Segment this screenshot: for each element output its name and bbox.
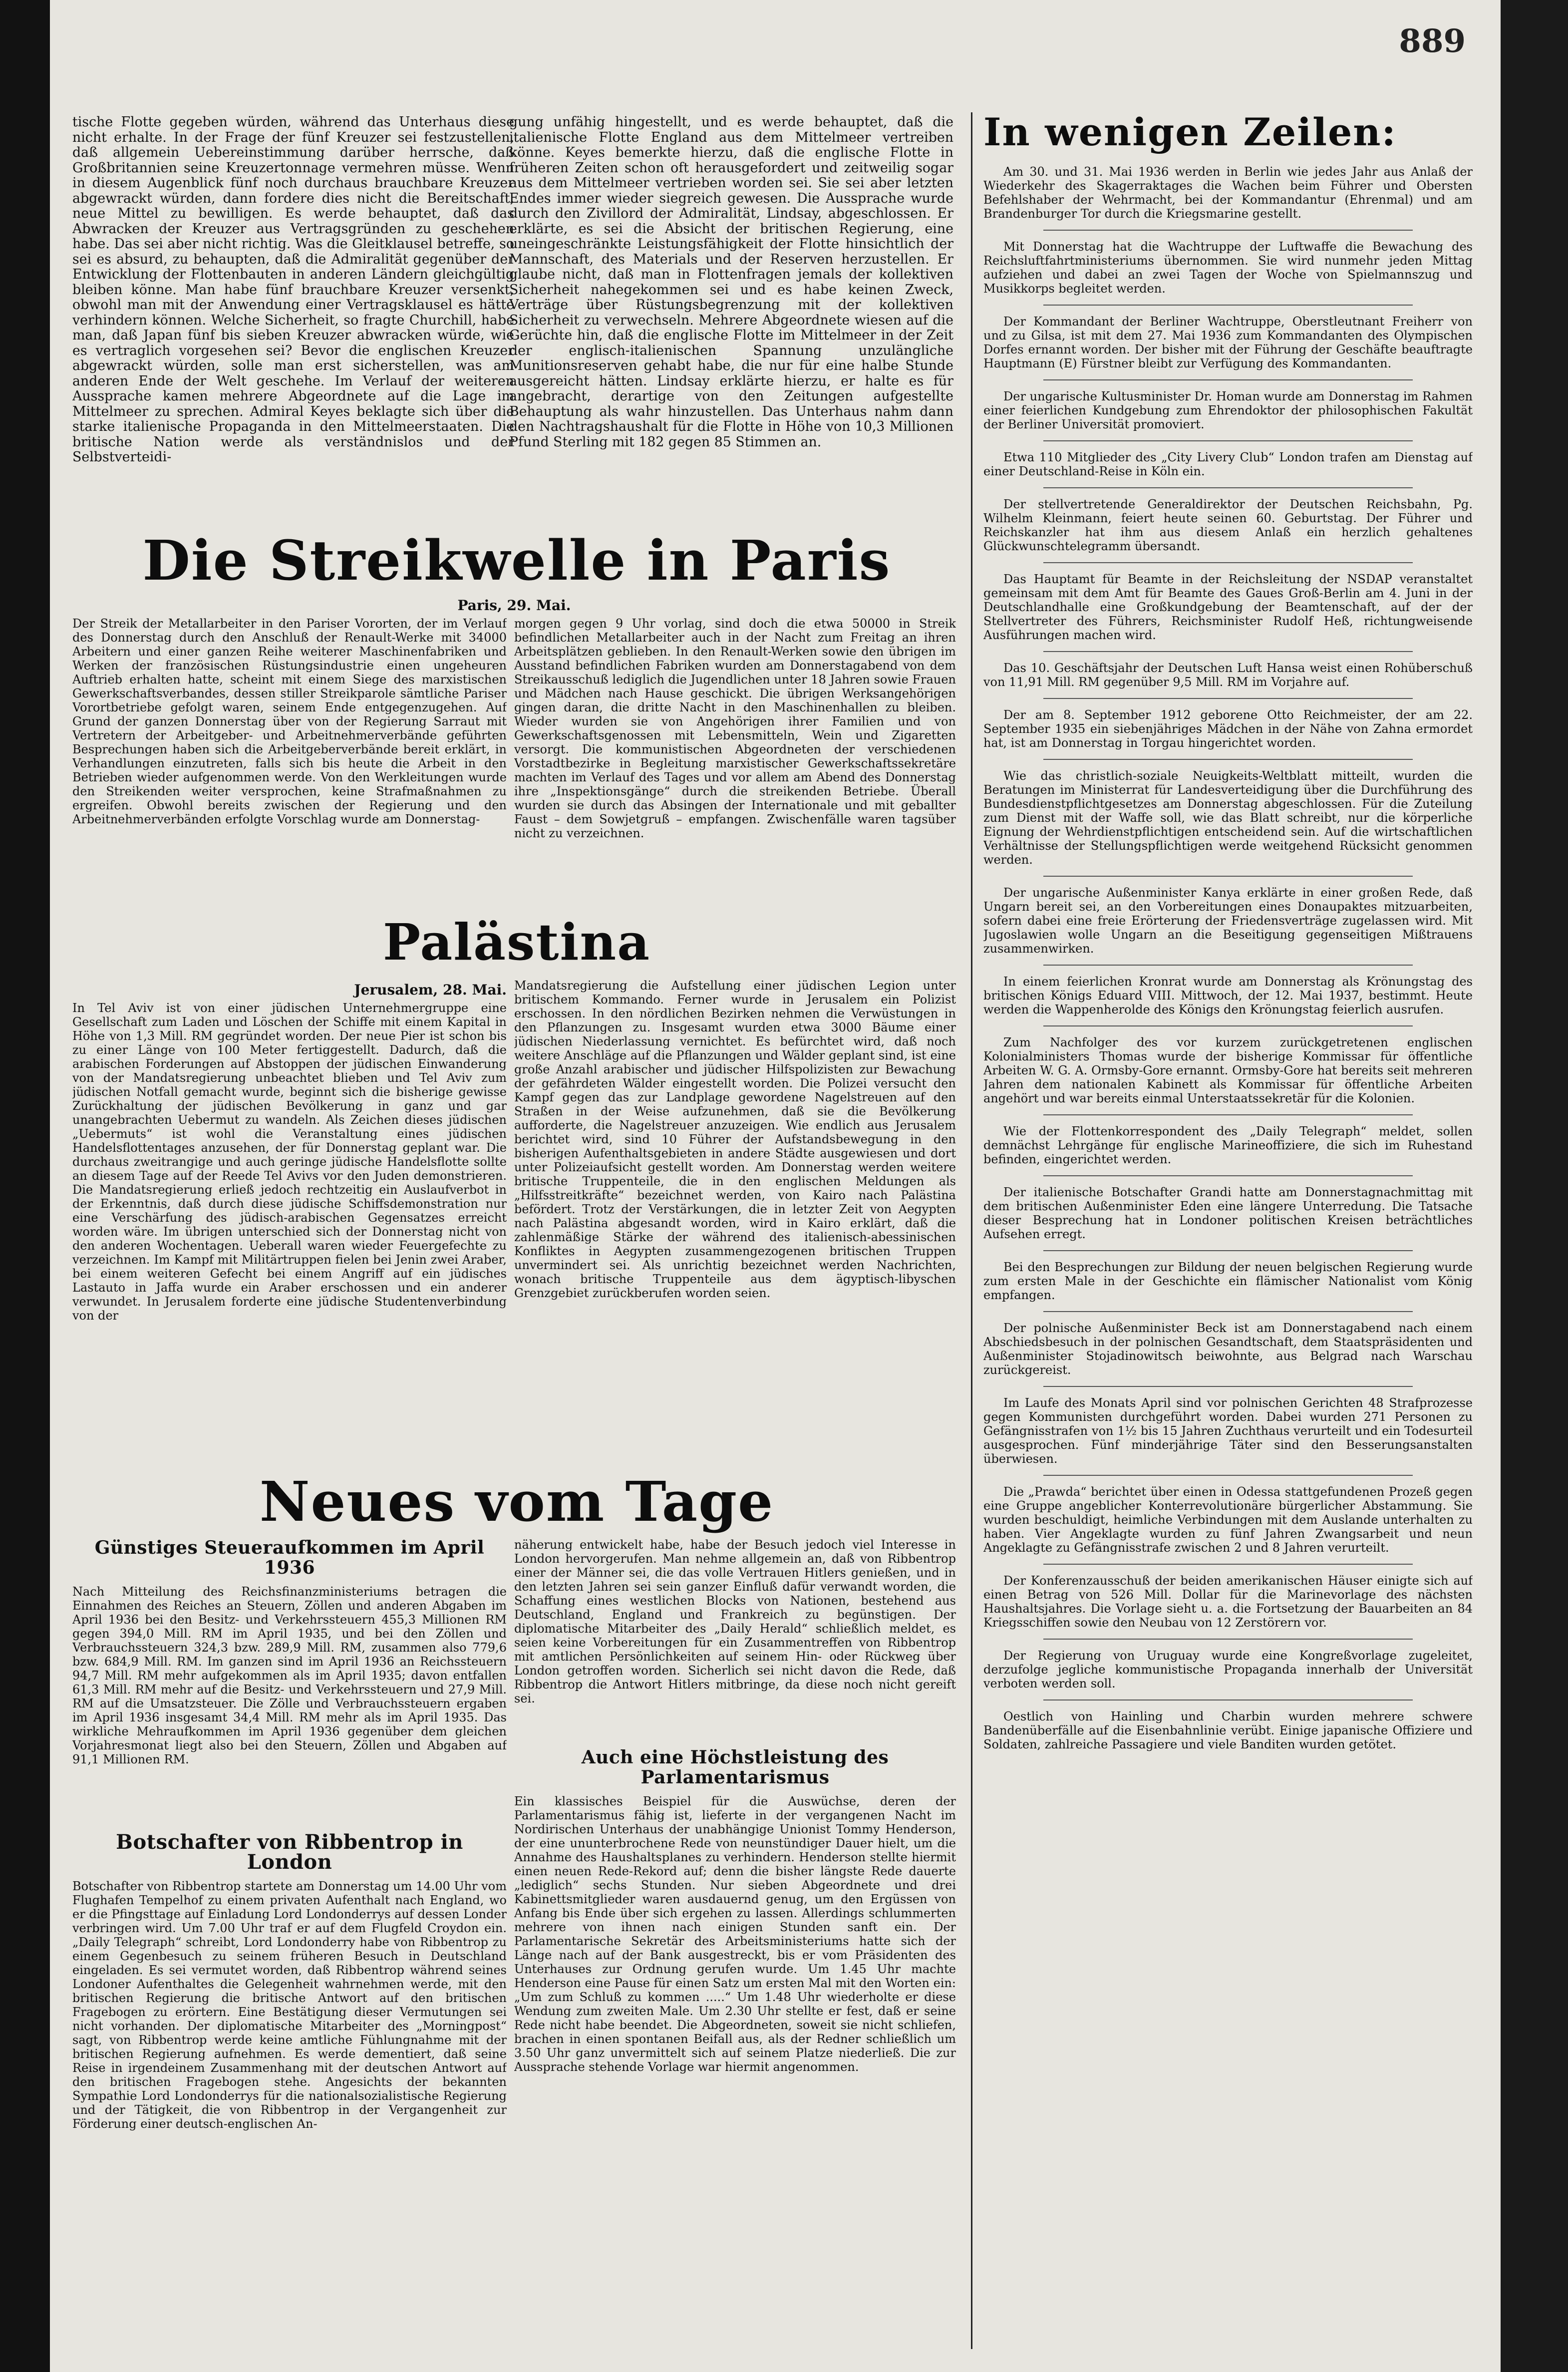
ribbentrop-continuation-text: näherung entwickelt habe, habe der Besuch jedoch viel Interesse in London hervorgerufen. Man nehme allgemein an, daß von Ribbentrop einer der Männer sei, die das volle Vertrauen Hitlers genießen, und in den letzten Jahren sei sein ganzer Einfluß dafür verwandt worden, die Schaffung eines westlichen Blocks von Nationen, bestehend aus Deutschland, England und Frankreich zu begünstigen. Der diplomatische Mitarbeiter des „Daily Herald“ schließlich meldet, es seien keine Vorbereitungen für ein Zusammentreffen von Ribbentrop mit amtlichen Persönlichkeiten auf seinem Hin- oder Rückweg über London getroffen worden. Sicherlich sei nicht davon die Rede, daß Ribbentrop die Antwort Hitlers mitbringe, da diese noch nicht gereift sei. [514, 1538, 956, 1705]
hoechstleistung-article [514, 1747, 956, 2347]
brief-separator [1043, 230, 1413, 231]
news-brief-item: Oestlich von Hainling und Charbin wurden mehrere schwere Bandenüberfälle auf die Eisenbahnlinie verübt. Einige japanische Offiziere und Soldaten, zahlreiche Passagiere und viele Banditen wurden getötet. [983, 1709, 1473, 1751]
headline-neues-vom-tage: Neues vom Tage [259, 1469, 774, 1534]
news-brief-item: Zum Nachfolger des vor kurzem zurückgetretenen englischen Kolonialministers Thomas wurde der bisherige Kommissar für öffentliche Arbeiten W. G. A. Ormsby-Gore ernannt. Ormsby-Gore hat bereits seit mehreren Jahren dem nationalen Kabinett als Kommissar für öffentliche Arbeiten angehört und war bereits einmal Unterstaatssekretär für die Kolonien. [983, 1035, 1473, 1105]
brief-separator [1043, 1475, 1413, 1476]
brief-separator [1043, 1699, 1413, 1700]
news-brief-item: In einem feierlichen Kronrat wurde am Donnerstag als Krönungstag des britischen Königs Eduard VIII. Mittwoch, der 12. Mai 1937, bestimmt. Heute werden die Wappenherolde des Königs den Krönungstag feierlich ausrufen. [983, 975, 1473, 1017]
brief-separator [1043, 965, 1413, 966]
brief-separator [1043, 1025, 1413, 1026]
palaestina-text-1: In Tel Aviv ist von einer jüdischen Unternehmergruppe eine Gesellschaft zum Laden und Löschen der Schiffe mit einem Kapital in Höhe von 1,3 Mill. RM gegründet worden. Der neue Pier ist schon bis zu einer Länge von 100 Meter fertiggestellt. Dadurch, daß die arabischen Forderungen auf Abstoppen der jüdischen Einwanderung von der Mandatsregierung unbeachtet blieben und Tel Aviv zum jüdischen Notfall gemacht wurde, beginnt sich die bisherige gewisse Zurückhaltung der jüdischen Bevölkerung in ganz und gar unangebrachten Uebermut zu wandeln. Als Zeichen dieses jüdischen „Uebermuts“ ist wohl die Veranstaltung eines jüdischen Handelsflottentages anzusehen, der für Donnerstag geplant war. Die durchaus zweitrangige und auch geringe jüdische Handelsflotte sollte an diesem Tage auf der Reede Tel Avivs vor den Juden demonstrieren. Die Mandatsregierung erließ jedoch rechtzeitig ein Auslaufverbot in der Erkenntnis, daß durch diese jüdische Schiffsdemonstration nur eine Verschärfung des jüdisch-arabischen Gegensatzes erreicht worden wäre. Im übrigen unterschied sich der Donnerstag nicht von den anderen Wochentagen. Ueberall waren wieder Feuergefechte zu verzeichnen. Im Kampf mit Militärtruppen fielen bei Jenin zwei Araber, bei einem weiteren Gefecht bei einem Angriff auf ein jüdisches Lastauto in Jaffa wurde ein Araber erschossen und ein anderer verwundet. In Jerusalem forderte eine jüdische Studentenverbindung von der [72, 1001, 507, 1323]
brief-separator [1043, 876, 1413, 877]
news-brief-item: Der Regierung von Uruguay wurde eine Kongreßvorlage zugeleitet, derzufolge jegliche kommunistische Propaganda innerhalb der Universität verboten werden soll. [983, 1649, 1473, 1691]
dateline-paris-wrap [72, 594, 956, 614]
news-brief-item: Der stellvertretende Generaldirektor der Deutschen Reichsbahn, Pg. Wilhelm Kleinmann, feiert heute seinen 60. Geburtstag. Der Führer und Reichskanzler hat ihm aus diesem Anlaß ein herzlich gehaltenes Glückwunschtelegramm übersandt. [983, 497, 1473, 553]
news-brief-item: Der Kommandant der Berliner Wachtruppe, Oberstleutnant Freiherr von und zu Gilsa, ist mit dem 27. Mai 1936 zum Kommandanten des Olympischen Dorfes ernannt worden. Der bisher mit der Führung der Geschäfte beauftragte Hauptmann (E) Fürstner bleibt zur Verfügung des Kommandanten. [983, 315, 1473, 370]
news-brief-item: Der polnische Außenminister Beck ist am Donnerstagabend nach einem Abschiedsbesuch in der polnischen Gesandtschaft, dem Staatspräsidenten und Außenminister Stojadinowitsch beiwohnte, aus Belgrad nach Warschau zurückgereist. [983, 1321, 1473, 1377]
news-brief-item: Der Konferenzausschuß der beiden amerikanischen Häuser einigte sich auf einen Betrag von 526 Mill. Dollar für die Marinevorlage des nächsten Haushaltsjahres. Die Vorlage sieht u. a. die Fortsetzung der Bauarbeiten an 84 Kriegsschiffen sowie den Neubau von 12 Zerstörern vor. [983, 1574, 1473, 1630]
brief-separator [1043, 698, 1413, 699]
news-brief-item: Etwa 110 Mitglieder des „City Livery Club“ London trafen am Dienstag auf einer Deutschland-Reise in Köln ein. [983, 450, 1473, 478]
brief-separator [1043, 1311, 1413, 1312]
article-continuation-text-2: gung unfähig hingestellt, und es werde behauptet, daß die italienische Flotte England aus dem Mittelmeer vertreiben könne. Keyes bemerkte hierzu, daß die englische Flotte in früheren Zeiten schon oft herausgefordert und zeitweilig sogar aus dem Mittelmeer vertrieben worden sei. Sie sei aber letzten Endes immer wieder siegreich gewesen. Die Aussprache wurde durch den Zivillord der Admiralität, Lindsay, abgeschlossen. Er erklärte, es sei die Absicht der britischen Regierung, eine uneingeschränkte Leistungsfähigkeit der Flotte hinsichtlich der Mannschaft, des Materials und der Reserven herzustellen. Er glaube nicht, daß man in Flottenfragen jemals der kollektiven Sicherheit nahegekommen sei und es habe keinen Zweck, Verträge über Rüstungsbegrenzung mit der kollektiven Sicherheit zu verwechseln. Mehrere Abgeordnete wiesen auf die Gerüchte hin, daß die englische Flotte im Mittelmeer in der Zeit der englisch-italienischen Spannung unzulängliche Munitionsreserven gehabt habe, die nur für eine halbe Stunde ausgereicht hätten. Lindsay erklärte hierzu, er halte es für angebracht, derartige von den Zeitungen aufgestellte Behauptung als wahr hinzustellen. Das Unterhaus nahm dann den Nachtragshaushalt für die Flotte in Höhe von 10,3 Millionen Pfund Sterling mit 182 gegen 85 Stimmen an. [509, 115, 953, 450]
headline-palaestina: Palästina [382, 913, 651, 972]
brief-separator [1043, 562, 1413, 563]
palaestina-text-2: Mandatsregierung die Aufstellung einer jüdischen Legion unter britischem Kommando. Ferner wurde in Jerusalem ein Polizist erschossen. In den nördlichen Bezirken nehmen die Verwüstungen in den Pflanzungen zu. Insgesamt wurden etwa 3000 Bäume einer jüdischen Niederlassung vernichtet. Es befürchtet wird, daß noch weitere Anschläge auf die Pflanzungen und Wälder geplant sind, ist eine große Anzahl arabischer und jüdischer Hilfspolizisten zur Bewachung der gefährdeten Wälder eingestellt worden. Die Polizei versucht den Kampf gegen das zur Landplage gewordene Nagelstreuen auf den Straßen in der Weise aufzunehmen, daß sie die Bevölkerung aufforderte, die Nagelstreuer anzuzeigen. Wie endlich aus Jerusalem berichtet wird, sind 10 Führer der Aufstandsbewegung in den bisherigen Aufenthaltsgebieten in andere Städte ausgewiesen und dort unter Polizeiaufsicht gestellt worden. Am Donnerstag werden weitere britische Truppenteile, die in den englischen Meldungen als „Hilfsstreitkräfte“ bezeichnet werden, von Kairo nach Palästina befördert. Trotz der Verstärkungen, die in letzter Zeit von Aegypten nach Palästina abgesandt worden, wird in Kairo erklärt, daß die zahlenmäßige Stärke der während des italienisch-abessinischen Konfliktes in Aegypten zusammengezogenen britischen Truppen unvermindert sei. Als unrichtig bezeichnet werden Nachrichten, wonach britische Truppenteile aus dem ägyptisch-libyschen Grenzgebiet zurückberufen worden seien. [514, 979, 956, 1300]
brief-separator [1043, 305, 1413, 306]
ribbentrop-text: Botschafter von Ribbentrop startete am Donnerstag um 14.00 Uhr vom Flughafen Tempelhof zu einem privaten Aufenthalt nach England, wo er die Pfingsttage auf Einladung Lord Londonderrys auf dessen Londer verbringen wird. Um 7.00 Uhr traf er auf dem Flugfeld Croydon ein. „Daily Telegraph“ schreibt, Lord Londonderry habe von Ribbentrop zu einem Gegenbesuch zu seinem früheren Besuch in Deutschland eingeladen. Es sei vermutet worden, daß Ribbentrop während seines Londoner Aufenthaltes die Gelegenheit wahrnehmen werde, mit den britischen Regierung die britische Antwort auf den britischen Fragebogen zu erörtern. Eine Bestätigung dieser Vermutungen sei nicht vorhanden. Der diplomatische Mitarbeiter des „Morningpost“ sagt, von Ribbentrop werde keine amtliche Fühlungnahme mit der britischen Regierung aufnehmen. Es werde dementiert, daß seine Reise in irgendeinem Zusammenhang mit der deutschen Antwort auf den britischen Fragebogen stehe. Angesichts der bekannten Sympathie Lord Londonderrys für die nationalsozialistische Regierung und der Tätigkeit, die von Ribbentrop in der Vergangenheit zur Förderung einer deutsch-englischen An- [72, 1879, 507, 2131]
news-brief-item: Das 10. Geschäftsjahr der Deutschen Luft Hansa weist einen Rohüberschuß von 11,91 Mill. RM gegenüber 9,5 Mill. RM im Vorjahre auf. [983, 661, 1473, 689]
page-number: 889 [1399, 22, 1466, 60]
streik-text-2: morgen gegen 9 Uhr vorlag, sind doch die etwa 50000 in Streik befindlichen Metallarbeiter auch in der Nacht zum Freitag an ihren Arbeitsplätzen geblieben. In den Renault-Werken sowie den übrigen im Ausstand befindlichen Fabriken wurden am Donnerstagabend von dem Streikausschuß lediglich die Jugendlichen unter 18 Jahren sowie Frauen und Mädchen nach Hause geschickt. Die übrigen Werksangehörigen gingen daran, die dritte Nacht in den Maschinenhallen zu bleiben. Wieder wurden sie von Angehörigen ihrer Familien und von Gewerkschaftsgenossen mit Lebensmitteln, Wein und Zigaretten versorgt. Die kommunistischen Abgeordneten der verschiedenen Vorstadtbezirke in Begleitung marxistischer Gewerkschaftssekretäre machten im Verlauf des Tages und vor allem am Abend des Donnerstag ihre „Inspektionsgänge“ durch die streikenden Betriebe. Überall wurden sie durch das Absingen der Internationale und mit geballter Faust – dem Sowjetgruß – empfangen. Zwischenfälle waren tagsüber nicht zu verzeichnen. [514, 617, 956, 840]
brief-separator [1043, 440, 1413, 441]
steuer-text: Nach Mitteilung des Reichsfinanzministeriums betragen die Einnahmen des Reiches an Steuern, Zöllen und anderen Abgaben im April 1936 bei den Besitz- und Verkehrssteuern 455,3 Millionen RM gegen 394,0 Mill. RM im April 1935, und bei den Zöllen und Verbrauchssteuern 324,3 bzw. 289,9 Mill. RM, zusammen also 779,6 bzw. 684,9 Mill. RM. Im ganzen sind im April 1936 an Reichssteuern 94,7 Mill. RM mehr aufgekommen als im April 1935; davon entfallen 61,3 Mill. RM mehr auf die Besitz- und Verkehrssteuern und 27,9 Mill. RM auf die Umsatzsteuer. Die Zölle und Verbrauchssteuern ergaben im April 1936 insgesamt 34,4 Mill. RM mehr als im April 1935. Das wirkliche Mehraufkommen im April 1936 gegenüber dem gleichen Vorjahresmonat liegt also bei den Steuern, Zöllen und Abgaben auf 91,1 Millionen RM. [72, 1585, 507, 1766]
ribbentrop-continuation [514, 1538, 956, 1747]
news-brief-item: Wie das christlich-soziale Neuigkeits-Weltblatt mitteilt, wurden die Beratungen im Ministerrat für Landesverteidigung über die Durchführung des Bundesdienstpflichtgesetzes am Donnerstag abgeschlossen. Für die Zuteilung zum Dienst mit der Waffe soll, wie das Blatt schreibt, nur die körperliche Eignung der Wehrdienstpflichtigen entscheidend sein. Auf die wirtschaftlichen Verhältnisse der Stellungspflichtigen werde weitgehend Rücksicht genommen werden. [983, 769, 1473, 867]
streik-text-1: Der Streik der Metallarbeiter in den Pariser Vororten, der im Verlauf des Donnerstag durch den Anschluß der Renault-Werke mit 34000 Arbeitern und einer ganzen Reihe weiterer Maschinenfabriken und Werken der französischen Rüstungsindustrie einen ungeheuren Auftrieb erhalten hatte, scheint mit einem Siege des marxistischen Gewerkschaftsverbandes, dessen stiller Streikparole sämtliche Pariser Vorortbetriebe gefolgt waren, seinem Ende entgegenzugehen. Auf Grund der ganzen Donnerstag über von der Regierung Sarraut mit Vertretern der Arbeitgeber- und Arbeitnehmerverbände geführten Besprechungen haben sich die Arbeitgeberverbände bereit erklärt, in Verhandlungen einzutreten, falls sich bis heute die Arbeit in den Betrieben wieder aufgenommen werde. Von den Werkleitungen wurde den Streikenden weiter versprochen, keine Strafmaßnahmen zu ergreifen. Obwohl bereits zwischen der Regierung und den Arbeitnehmerverbänden erfolgte Vorschlag wurde am Donnerstag- [72, 617, 507, 826]
streik-column-1 [72, 617, 507, 896]
brief-separator [1043, 1564, 1413, 1565]
headline-streikwelle: Die Streikwelle in Paris [142, 528, 891, 593]
streik-column-2 [514, 617, 956, 896]
scan-border-left [0, 0, 50, 2372]
news-briefs-column [983, 165, 1473, 2352]
brief-separator [1043, 1386, 1413, 1387]
brief-separator [1043, 651, 1413, 652]
brief-separator [1043, 1250, 1413, 1251]
dateline-jerusalem-wrap [72, 979, 507, 999]
news-brief-item: Der ungarische Kultusminister Dr. Homan wurde am Donnerstag im Rahmen einer feierlichen Kundgebung zum Ehrendoktor der philosophischen Fakultät der Berliner Universität promoviert. [983, 389, 1473, 431]
newspaper-page [50, 0, 1501, 2372]
palaestina-column-2 [514, 979, 956, 1470]
brief-separator [1043, 759, 1413, 760]
article-continuation-text: tische Flotte gegeben würden, während das Unterhaus diese nicht erhalte. In der Frage der fünf Kreuzer sei festzustellen, daß allgemein Uebereinstimmung darüber herrsche, daß Großbritannien seine Kreuzertonnage vermehren müsse. Wenn in diesem Augenblick fünf noch durchaus brauchbare Kreuzer abgewrackt würden, dann fordere dies nicht die Bereitschaft, neue Mittel zu bewilligen. Es werde behauptet, daß das Abwracken der Kreuzer aus Vertragsgründen zu geschehen habe. Das sei aber nicht richtig. Was die Gleitklausel betreffe, so sei es absurd, zu behaupten, daß die Admiralität gegenüber der Entwicklung der Flottenbauten in anderen Ländern gleichgültig bleiben könne. Man habe fünf brauchbare Kreuzer versenkt, obwohl man mit der Anwendung einer Vertragsklausel es hätte verhindern können. Welche Sicherheit, so fragte Churchill, habe man, daß Japan fünf bis sieben Kreuzer abwracken würde, wie es vertraglich vorgesehen sei? Bevor die englischen Kreuzer abgewrackt würden, solle man erst sicherstellen, was am anderen Ende der Welt geschehe. Im Verlauf der weiteren Aussprache kamen mehrere Abgeordnete auf die Lage im Mittelmeer zu sprechen. Admiral Keyes beklagte sich über die starke italienische Propaganda in den Mittelmeerstaaten. Die britische Nation werde als verständnislos und der Selbstverteidi- [72, 115, 514, 465]
scan-border-right [1501, 0, 1568, 2372]
hoechstleistung-title: Auch eine Höchstleistung des Parlamentarismus [581, 1747, 889, 1788]
news-brief-item: Der am 8. September 1912 geborene Otto Reichmeister, der am 22. September 1935 ein siebenjähriges Mädchen in der Nähe von Zahna ermordet hat, ist am Donnerstag in Torgau hingerichtet worden. [983, 708, 1473, 750]
news-brief-item: Das Hauptamt für Beamte in der Reichsleitung der NSDAP veranstaltet gemeinsam mit dem Amt für Beamte des Gaues Groß-Berlin am 4. Juni in der Deutschlandhalle eine Großkundgebung der Beamtenschaft, auf der der Stellvertreter des Führers, Reichsminister Rudolf Heß, richtungweisende Ausführungen machen wird. [983, 572, 1473, 642]
brief-separator [1043, 1175, 1413, 1176]
news-brief-item: Im Laufe des Monats April sind vor polnischen Gerichten 48 Strafprozesse gegen Kommunisten durchgeführt worden. Dabei wurden 271 Personen zu Gefängnisstrafen von 1½ bis 15 Jahren Zuchthaus verurteilt und ein Todesurteil ausgesprochen. Fünf minderjährige Täter sind den Besserungsanstalten überwiesen. [983, 1396, 1473, 1466]
news-brief-item: Der ungarische Außenminister Kanya erklärte in einer großen Rede, daß Ungarn bereit sei, an den Vorbereitungen eines Donaupaktes mitzuarbeiten, sofern dabei eine freie Erörterung der Friedensverträge zugelassen wird. Mit Jugoslawien wolle Ungarn an die Beseitigung gegenseitigen Mißtrauens zusammenwirken. [983, 886, 1473, 956]
steuer-title: Günstiges Steueraufkommen im April 1936 [94, 1538, 485, 1578]
brief-separator [1043, 1639, 1413, 1640]
palaestina-column-1 [72, 1001, 507, 1470]
news-brief-item: Mit Donnerstag hat die Wachtruppe der Luftwaffe die Bewachung des Reichsluftfahrtministeriums übernommen. Sie wird nunmehr jeden Mittag aufziehen und dabei an zwei Tagen der Woche von Spielmannszug und Musikkorps begleitet werden. [983, 240, 1473, 296]
ribbentrop-title: Botschafter von Ribbentrop in London [116, 1832, 463, 1874]
news-briefs-list [983, 165, 1473, 1751]
news-brief-item: Wie der Flottenkorrespondent des „Daily Telegraph“ meldet, sollen demnächst Lehrgänge für englische Marineoffiziere, die sich im Ruhestand befinden, eingerichtet werden. [983, 1124, 1473, 1166]
dateline-jerusalem: Jerusalem, 28. Mai. [354, 982, 507, 998]
top-middle-column [509, 115, 953, 514]
news-brief-item: Am 30. und 31. Mai 1936 werden in Berlin wie jedes Jahr aus Anlaß der Wiederkehr des Skagerraktages die Wachen beim Führer und Obersten Befehlshaber der Wehrmacht, bei der Kommandantur (Ehrenmal) und am Brandenburger Tor durch die Kriegsmarine gestellt. [983, 165, 1473, 221]
news-brief-item: Der italienische Botschafter Grandi hatte am Donnerstagnachmittag mit dem britischen Außenminister Eden eine längere Unterredung. Die Tatsache dieser Besprechung hat in Londoner politischen Kreisen beträchtliches Aufsehen erregt. [983, 1185, 1473, 1241]
dateline-paris: Paris, 29. Mai. [457, 597, 571, 614]
steuer-article [72, 1538, 507, 1862]
top-left-column [72, 115, 514, 514]
ribbentrop-article [72, 1832, 507, 2347]
hoechstleistung-text: Ein klassisches Beispiel für die Auswüchse, deren der Parlamentarismus fähig ist, lieferte in der vergangenen Nacht im Nordirischen Unterhaus der unabhängige Unionist Tommy Henderson, der eine ununterbrochene Rede von neunstündiger Dauer hielt, um die Annahme des Haushaltsplanes zu verhindern. Henderson stellte hiermit einen neuen Rede-Rekord auf; denn die bisher längste Rede dauerte „lediglich“ sechs Stunden. Nur sieben Abgeordnete und drei Kabinettsmitglieder waren ausdauernd genug, um den Ergüssen von Anfang bis Ende über sich ergehen zu lassen. Allerdings schlummerten mehrere von ihnen nach einigen Stunden sanft ein. Der Parlamentarische Sekretär des Arbeitsministeriums hatte sich der Länge nach auf der Bank ausgestreckt, bis er vom Präsidenten des Unterhauses zur Ordnung gerufen wurde. Um 1.45 Uhr machte Henderson eine Pause für einen Satz um ersten Mal mit den Worten ein: „Um zum Schluß zu kommen .....“ Um 1.48 Uhr wiederholte er diese Wendung zum zweiten Male. Um 2.30 Uhr stellte er fest, daß er seine Rede nicht habe beendet. Die Abgeordneten, soweit sie nicht schliefen, brachen in einen spontanen Beifall aus, als der Redner schließlich um 3.50 Uhr ganz unvermittelt sich auf seinem Platze niederließ. Die zur Aussprache stehende Vorlage war hiermit angenommen. [514, 1794, 956, 2074]
headline-in-wenigen-zeilen: In wenigen Zeilen: [983, 110, 1397, 154]
column-divider [971, 112, 972, 2349]
news-brief-item: Bei den Besprechungen zur Bildung der neuen belgischen Regierung wurde zum ersten Male in der Geschichte ein flämischer Nationalist vom König empfangen. [983, 1260, 1473, 1302]
brief-separator [1043, 1114, 1413, 1115]
brief-separator [1043, 379, 1413, 380]
news-brief-item: Die „Prawda“ berichtet über einen in Odessa stattgefundenen Prozeß gegen eine Gruppe angeblicher Konterrevolutionäre bürgerlicher Abstammung. Sie wurden beschuldigt, heimliche Verbindungen mit dem Auslande unterhalten zu haben. Vier Angeklagte wurden zu fünf Jahren Zwangsarbeit und neun Angeklagte zu Gefängnisstrafe zwischen 2 und 8 Jahren verurteilt. [983, 1485, 1473, 1555]
brief-separator [1043, 487, 1413, 488]
